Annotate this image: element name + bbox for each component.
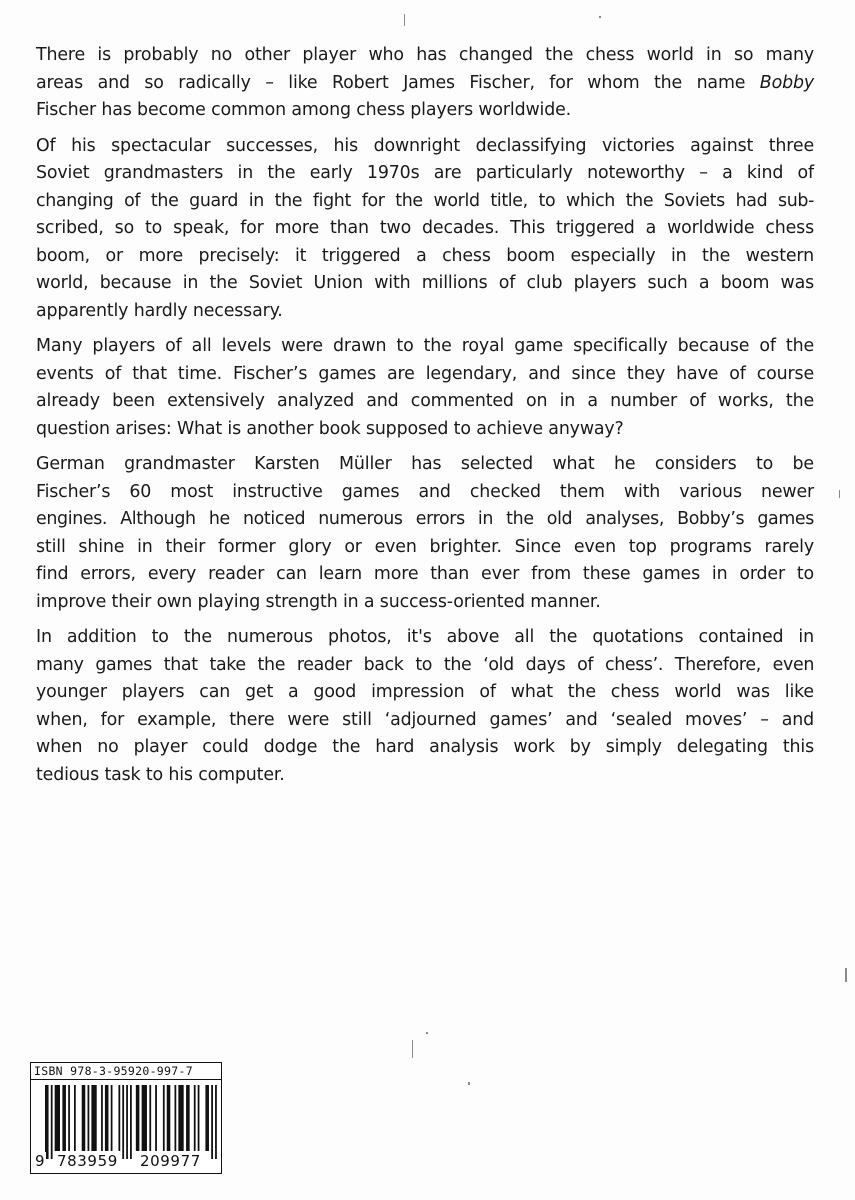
isbn-barcode (30, 1062, 222, 1174)
barcode-bar (142, 1085, 147, 1151)
blurb-line: events of that time. Fischer’s games are legendary, and since they have of course (36, 363, 814, 384)
barcode-bar (91, 1085, 96, 1151)
scan-speck (426, 1032, 428, 1034)
blurb-paragraph-4 (36, 451, 814, 616)
blurb-line: Fischer has become common among chess players worldwide. (36, 100, 572, 120)
barcode-bar (51, 1085, 53, 1159)
barcode-bar (74, 1085, 76, 1151)
scan-speck (599, 16, 601, 18)
blurb-line: changing of the guard in the fight for the world title, to which the Soviets had sub- (36, 190, 814, 211)
barcode-bar (149, 1085, 151, 1151)
blurb-line: world, because in the Soviet Union with millions of club players such a boom was (36, 273, 814, 293)
barcode-bars (45, 1085, 217, 1159)
scan-speck (404, 14, 405, 26)
barcode-bar (155, 1085, 157, 1151)
barcode-bar (118, 1085, 120, 1151)
barcode-bar (205, 1085, 209, 1151)
blurb-line: There is probably no other player who has changed the chess world in so many (36, 45, 814, 65)
blurb-line: still shine in their former glory or even brighter. Since even top programs rarely (36, 536, 814, 557)
blurb-line (36, 70, 814, 98)
barcode-bar (136, 1085, 140, 1151)
blurb-line: engines. Although he noticed numerous errors in the old analyses, Bobby’s games (36, 509, 814, 529)
barcode-bar (211, 1085, 213, 1159)
barcode-bar (68, 1085, 70, 1151)
blurb-line: many games that take the reader back to the ‘old days of chess’. Therefore, even (36, 654, 814, 675)
barcode-bar (101, 1085, 103, 1151)
scan-speck (412, 1040, 413, 1058)
scan-speck (845, 968, 847, 982)
blurb-line: when, for example, there were still ‘adjourned games’ and ‘sealed moves’ – and (36, 709, 814, 730)
blurb-line: improve their own playing strength in a success-oriented manner. (36, 591, 601, 612)
barcode-bar (105, 1085, 109, 1151)
barcode-bar (130, 1085, 132, 1159)
barcode-bar (174, 1085, 176, 1151)
barcode-digits (31, 1152, 221, 1172)
barcode-digit-first: 9 (35, 1152, 45, 1170)
italic-name: Bobby (759, 72, 814, 93)
blurb-paragraph-3 (36, 333, 814, 443)
blurb-line: when no player could dodge the hard analysis work by simply delegating this (36, 737, 814, 757)
blurb-line: Fischer’s 60 most instructive games and checked them with various newer (36, 481, 814, 502)
barcode-bar (194, 1085, 196, 1151)
barcode-bar (45, 1085, 49, 1159)
blurb-line: Soviet grandmasters in the early 1970s are particularly noteworthy – a kind of (36, 163, 814, 183)
isbn-divider (31, 1079, 221, 1080)
blurb-line: tedious task to his computer. (36, 764, 285, 785)
scan-speck (839, 490, 840, 498)
blurb-line: already been extensively analyzed and commented on in a number of works, the (36, 391, 814, 411)
blurb-line: Of his spectacular successes, his downright declassifying victories against three (36, 135, 814, 156)
blurb-line: younger players can get a good impression of what the chess world was like (36, 682, 814, 702)
blurb-line: question arises: What is another book supposed to achieve anyway? (36, 418, 624, 439)
barcode-digits-left: 783959 (57, 1152, 118, 1170)
barcode-digits-right: 209977 (140, 1152, 201, 1170)
blurb-line-text: areas and so radically – like Robert James Fischer, for whom the name (36, 72, 746, 93)
scan-speck (468, 1082, 470, 1085)
blurb-text (36, 42, 814, 797)
barcode-bar (163, 1085, 165, 1151)
blurb-line: Many players of all levels were drawn to the royal game specifically because of the (36, 336, 814, 356)
barcode-bar (198, 1085, 200, 1151)
barcode-bar (126, 1085, 128, 1159)
blurb-line: German grandmaster Karsten Müller has selected what he considers to be (36, 454, 814, 474)
barcode-bar (62, 1085, 66, 1151)
blurb-line: In addition to the numerous photos, it's above all the quotations contained in (36, 627, 814, 647)
barcode-bar (122, 1085, 124, 1159)
barcode-bar (186, 1085, 190, 1151)
barcode-bar (178, 1085, 183, 1151)
blurb-paragraph-5 (36, 624, 814, 789)
barcode-bar (82, 1085, 86, 1151)
barcode-bar (111, 1085, 113, 1151)
blurb-line: boom, or more precisely: it triggered a chess boom especially in the western (36, 245, 814, 266)
barcode-bar (215, 1085, 217, 1159)
blurb-paragraph-1 (36, 42, 814, 125)
blurb-line: find errors, every reader can learn more than ever from these games in order to (36, 564, 814, 584)
blurb-line: apparently hardly necessary. (36, 300, 283, 321)
barcode-bar (88, 1085, 90, 1151)
blurb-paragraph-2 (36, 133, 814, 326)
barcode-bar (167, 1085, 171, 1151)
barcode-bar (55, 1085, 60, 1151)
blurb-line: scribed, so to speak, for more than two decades. This triggered a worldwide chess (36, 218, 814, 238)
isbn-label: ISBN 978-3-95920-997-7 (34, 1064, 193, 1078)
